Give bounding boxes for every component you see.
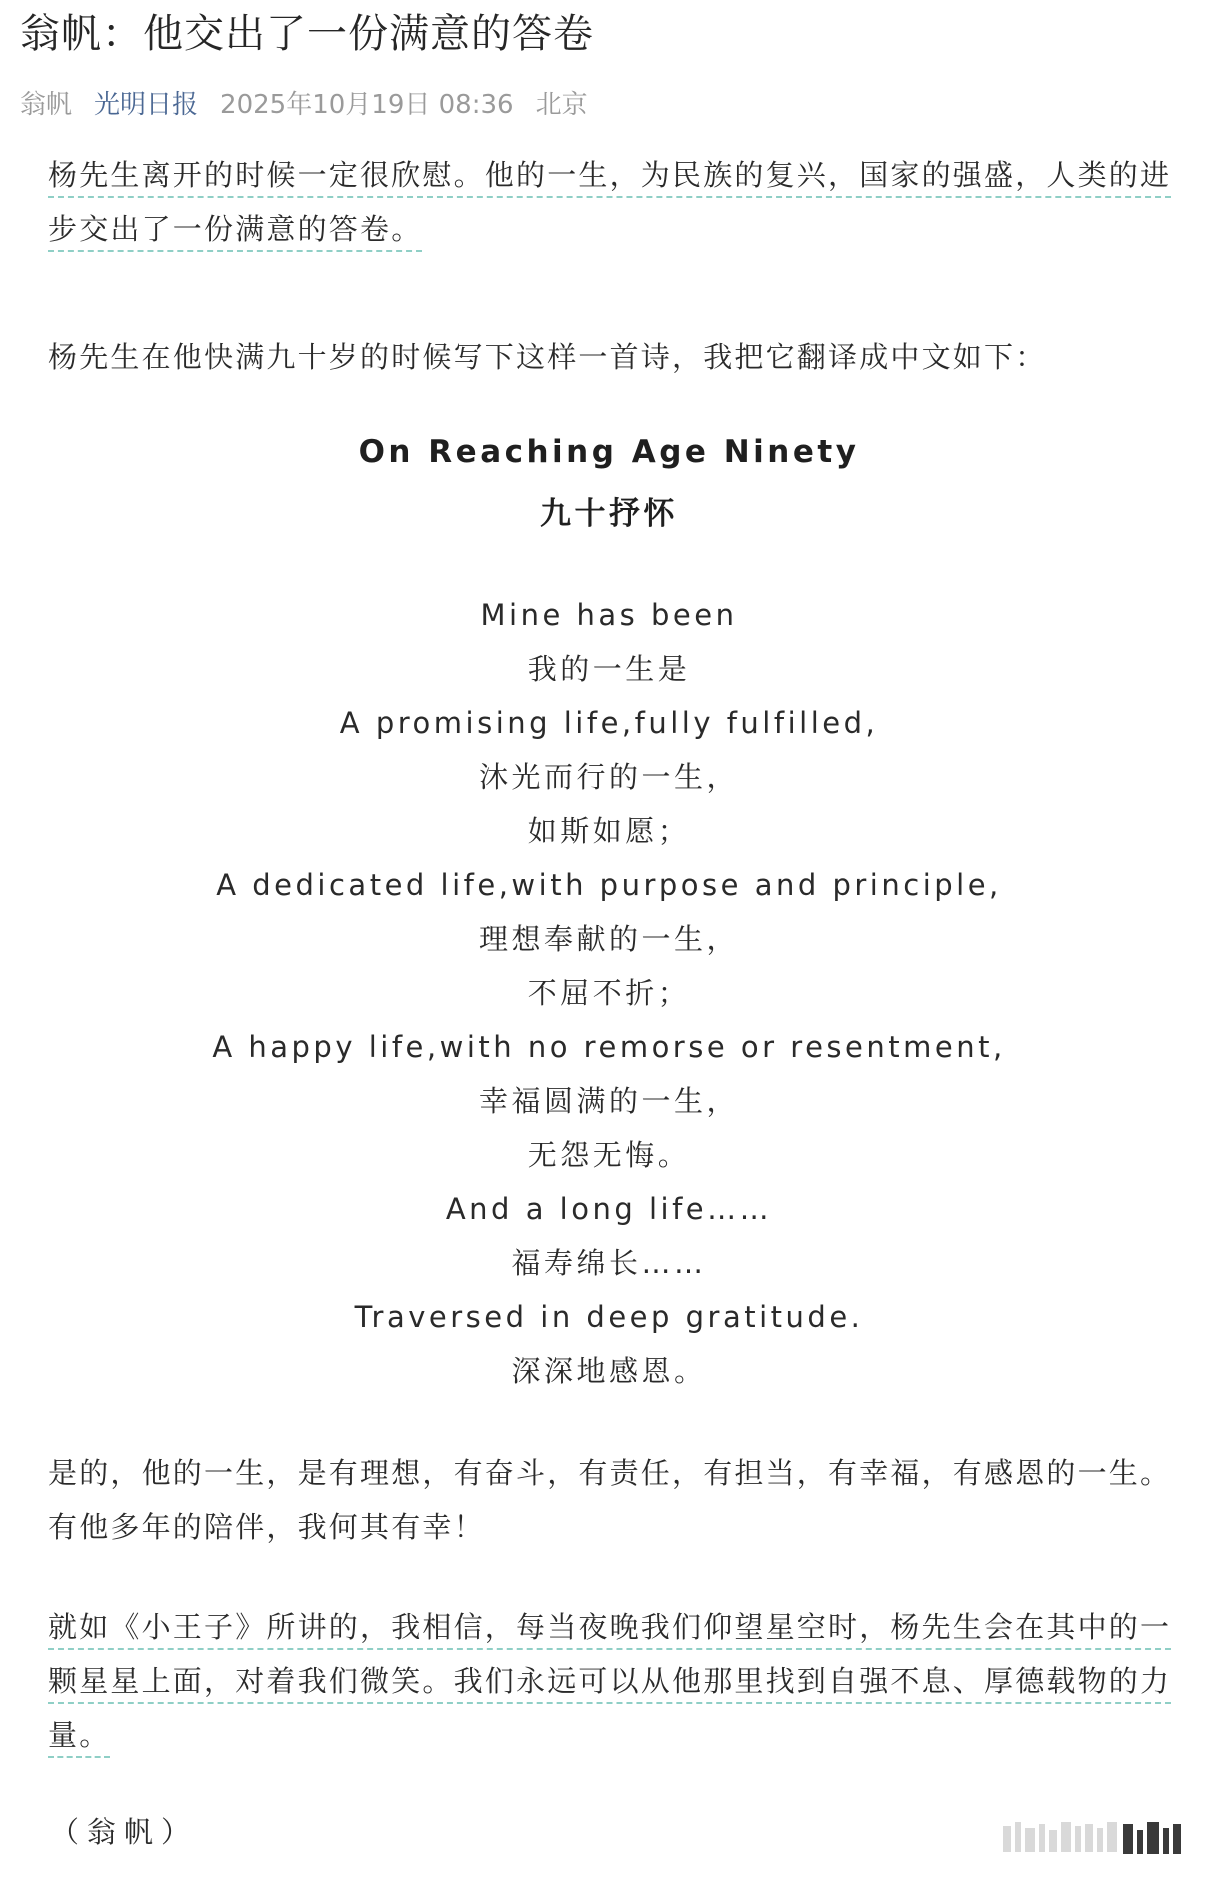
poem-line: A dedicated life,with purpose and principle, bbox=[216, 868, 1002, 902]
poem-line: 深深地感恩。 bbox=[511, 1354, 707, 1388]
poem-line: 如斯如愿； bbox=[527, 814, 691, 848]
poem-line: A happy life,with no remorse or resentment, bbox=[212, 1030, 1006, 1064]
publish-datetime: 2025年10月19日 08:36 bbox=[220, 89, 514, 120]
poem-line: Traversed in deep gratitude. bbox=[354, 1300, 864, 1334]
closing-paragraph-2-text: 就如《小王子》所讲的，我相信，每当夜晚我们仰望星空时，杨先生会在其中的一颗星星上面，对着我们微笑。我们永远可以从他那里找到自强不息、厚德载物的力量。 bbox=[48, 1610, 1171, 1758]
article-title: 翁帆：他交出了一份满意的答卷 bbox=[20, 11, 594, 57]
poem-line: 福寿绵长…… bbox=[511, 1246, 707, 1280]
source-link[interactable]: 光明日报 bbox=[94, 89, 199, 120]
poem-lines bbox=[0, 588, 1218, 1398]
watermark-logo-icon bbox=[1003, 1816, 1183, 1862]
intro-paragraph-2: 杨先生在他快满九十岁的时候写下这样一首诗，我把它翻译成中文如下： bbox=[48, 340, 1047, 374]
poem-line: 不屈不折； bbox=[527, 976, 691, 1010]
poem-line: 无怨无悔。 bbox=[527, 1138, 691, 1172]
poem-title-zh: 九十抒怀 bbox=[540, 496, 678, 532]
poem-line: 理想奉献的一生， bbox=[478, 922, 739, 956]
poem-line: A promising life,fully fulfilled, bbox=[339, 706, 879, 740]
signature: （翁帆） bbox=[50, 1815, 199, 1849]
poem-title-en: On Reaching Age Ninety bbox=[358, 434, 860, 470]
intro-paragraph-1-text: 杨先生离开的时候一定很欣慰。他的一生，为民族的复兴，国家的强盛，人类的进步交出了一份满意的答卷。 bbox=[48, 158, 1171, 252]
intro-paragraph-1 bbox=[48, 148, 1196, 256]
poem-line: And a long life…… bbox=[445, 1192, 773, 1226]
article-meta bbox=[20, 80, 588, 124]
poem-line: Mine has been bbox=[480, 598, 738, 632]
poem-line: 我的一生是 bbox=[527, 652, 691, 686]
poem-line: 幸福圆满的一生， bbox=[478, 1084, 739, 1118]
poem-line: 沐光而行的一生， bbox=[478, 760, 739, 794]
author-name: 翁帆 bbox=[20, 89, 73, 120]
publish-location: 北京 bbox=[535, 89, 588, 120]
closing-paragraph-2 bbox=[48, 1600, 1196, 1762]
closing-paragraph-1: 是的，他的一生，是有理想，有奋斗，有责任，有担当，有幸福，有感恩的一生。有他多年的陪伴，我何其有幸！ bbox=[48, 1456, 1172, 1544]
